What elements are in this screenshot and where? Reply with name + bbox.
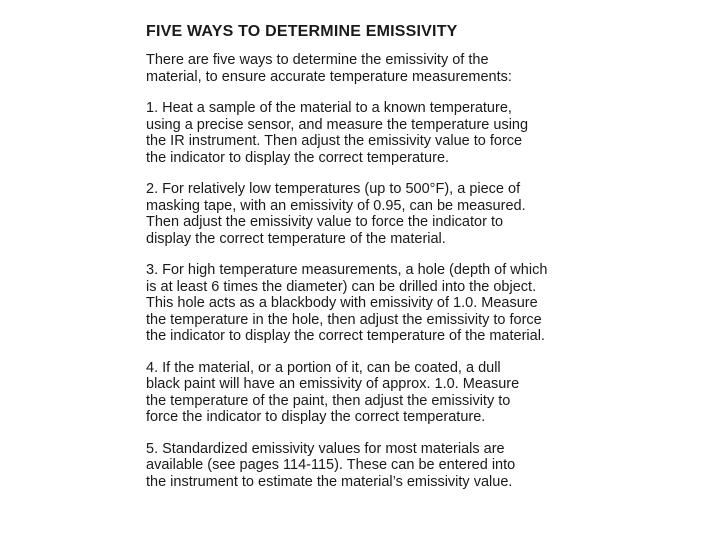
page-title: FIVE WAYS TO DETERMINE EMISSIVITY [146, 23, 458, 40]
method-3-paragraph: 3. For high temperature measurements, a hole (depth of which is at least 6 times the diameter) can be drilled into the object. This hole acts as a blackbody with emissivity of 1.0. Measure the temperature in the hole, then adjust the emissivity to force the indicator to display the correct temperature of the material. [146, 262, 548, 344]
method-2-paragraph: 2. For relatively low temperatures (up to 500°F), a piece of masking tape, with an emissivity of 0.95, can be measured. Then adjust the emissivity value to force the indicator to display the correct temperature of the material. [146, 181, 526, 247]
method-1-paragraph: 1. Heat a sample of the material to a known temperature, using a precise sensor, and measure the temperature using the IR instrument. Then adjust the emissivity value to force the indicator to display the correct temperature. [146, 100, 529, 166]
method-4-paragraph: 4. If the material, or a portion of it, can be coated, a dull black paint will have an emissivity of approx. 1.0. Measure the temperature of the paint, then adjust the emissivity to force the indicator to display the correct temperature. [146, 359, 520, 425]
method-5-paragraph: 5. Standardized emissivity values for most materials are available (see pages 114-115). These can be entered into the instrument to estimate the material’s emissivity value. [146, 440, 516, 490]
document-page [146, 22, 616, 505]
intro-paragraph: There are five ways to determine the emissivity of the material, to ensure accurate temperature measurements: [146, 52, 512, 85]
